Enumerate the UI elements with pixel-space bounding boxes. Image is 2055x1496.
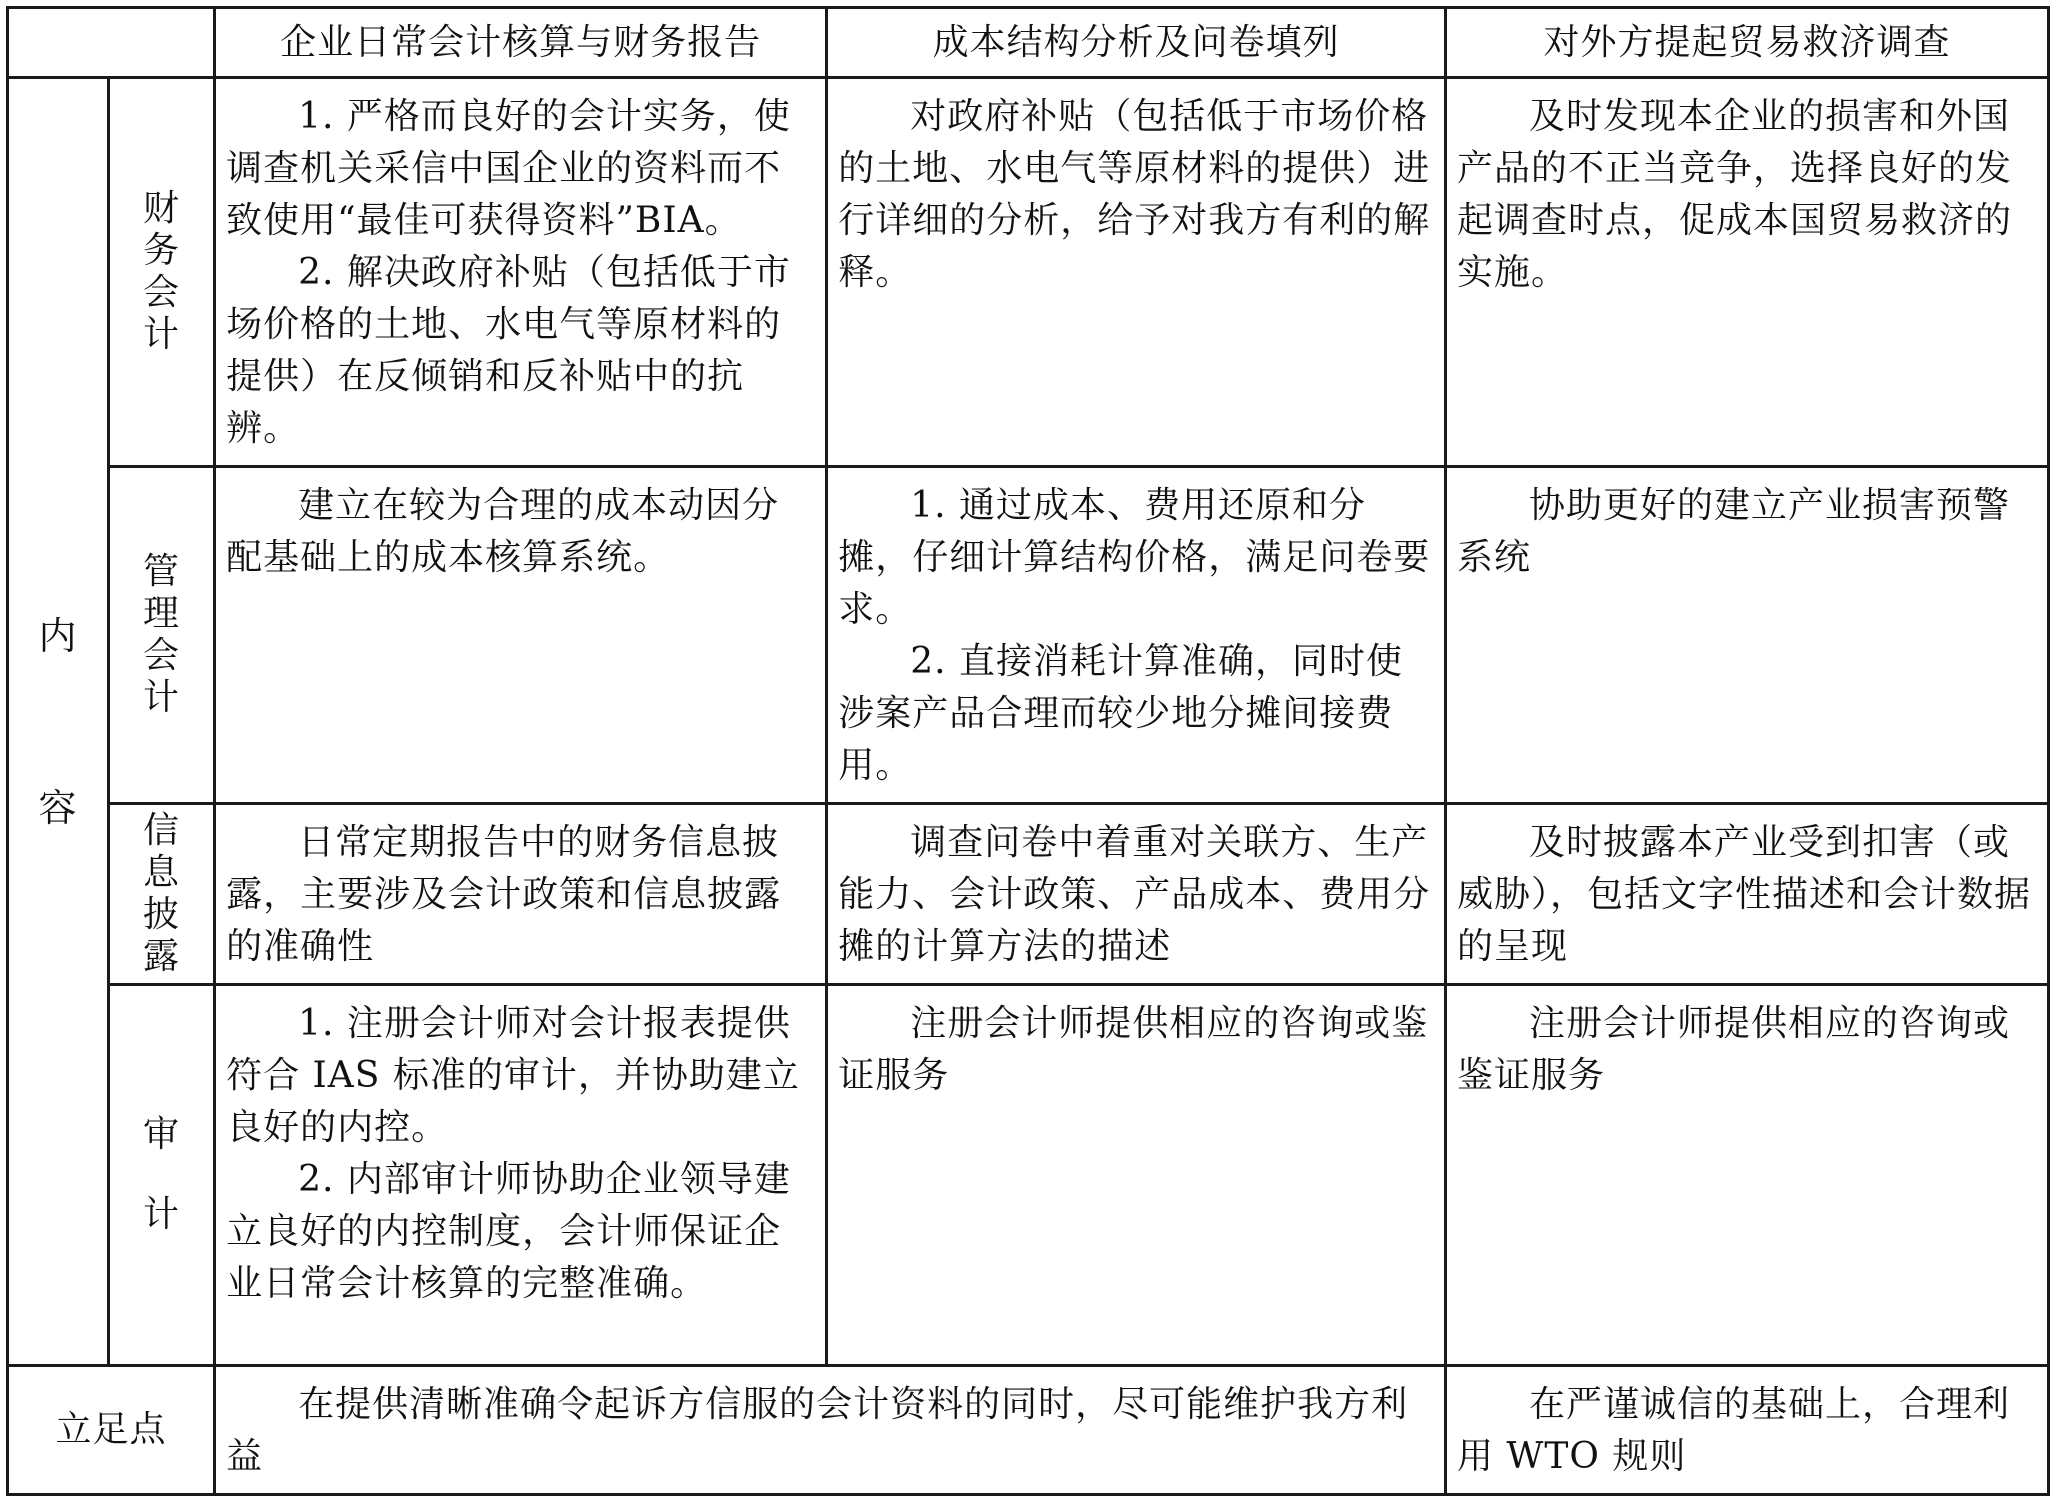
row-label-cell (108, 467, 214, 804)
paragraph: 日常定期报告中的财务信息披露，主要涉及会计政策和信息披露的准确性 (226, 822, 782, 967)
paragraph: 对政府补贴（包括低于市场价格的土地、水电气等原材料的提供）进行详细的分析，给予对我方有利的解释。 (838, 96, 1431, 293)
paragraph: 2. 内部审计师协助企业领导建立良好的内控制度，会计师保证企业日常会计核算的完整准确。 (226, 1159, 791, 1304)
row-label-cell (108, 985, 214, 1366)
row-label-cell (108, 78, 214, 467)
paragraph: 注册会计师提供相应的咨询或鉴证服务 (838, 1003, 1429, 1096)
header-cell: 对外方提起贸易救济调查 (1445, 8, 2048, 78)
paragraph: 及时披露本产业受到扣害（或威胁），包括文字性描述和会计数据的呈现 (1456, 822, 2031, 967)
table-row (8, 467, 2049, 804)
paragraph: 1. 严格而良好的会计实务，使调查机关采信中国企业的资料而不致使用“最佳可获得资料”BIA。 (226, 96, 791, 241)
content-cell (827, 467, 1446, 804)
content-cell (1445, 78, 2048, 467)
outer-label-char: 容 (38, 785, 78, 830)
content-cell (827, 985, 1446, 1366)
paragraph: 1. 注册会计师对会计报表提供符合 IAS 标准的审计，并协助建立良好的内控。 (226, 1003, 800, 1148)
footer-label-cell: 立足点 (8, 1366, 215, 1495)
table-row (8, 804, 2049, 985)
paragraph: 在提供清晰准确令起诉方信服的会计资料的同时，尽可能维护我方利益 (226, 1384, 1409, 1477)
paragraph: 协助更好的建立产业损害预警系统 (1456, 485, 2010, 578)
content-cell (215, 985, 827, 1366)
content-cell (1445, 804, 2048, 985)
table-row (8, 78, 2049, 467)
content-cell (827, 804, 1446, 985)
content-cell (827, 78, 1446, 467)
paragraph: 1. 通过成本、费用还原和分摊，仔细计算结构价格，满足问卷要求。 (838, 485, 1431, 630)
corner-cell (8, 8, 215, 78)
header-cell: 企业日常会计核算与财务报告 (215, 8, 827, 78)
paragraph: 调查问卷中着重对关联方、生产能力、会计政策、产品成本、费用分摊的计算方法的描述 (838, 822, 1431, 967)
comparison-table (6, 6, 2050, 1496)
table-row (8, 985, 2049, 1366)
header-row (8, 8, 2049, 78)
row-label-cell (108, 804, 214, 985)
row-label: 财务会计 (142, 188, 180, 355)
paragraph: 及时发现本企业的损害和外国产品的不正当竞争，选择良好的发起调查时点，促成本国贸易救济的实施。 (1456, 96, 2012, 293)
footer-merged-cell (215, 1366, 1446, 1495)
row-label: 审计 (142, 1114, 180, 1235)
footer-row (8, 1366, 2049, 1495)
row-label: 信息披露 (142, 810, 180, 977)
paragraph: 建立在较为合理的成本动因分配基础上的成本核算系统。 (226, 485, 780, 578)
content-cell (1445, 985, 2048, 1366)
content-cell (215, 467, 827, 804)
paragraph: 2. 直接消耗计算准确，同时使涉案产品合理而较少地分摊间接费用。 (838, 641, 1404, 786)
outer-label-char: 内 (38, 613, 78, 658)
content-cell (215, 804, 827, 985)
content-cell (1445, 467, 2048, 804)
content-cell (215, 78, 827, 467)
header-cell: 成本结构分析及问卷填列 (827, 8, 1446, 78)
paragraph: 2. 解决政府补贴（包括低于市场价格的土地、水电气等原材料的提供）在反倾销和反补贴中的抗辨。 (226, 252, 791, 449)
row-label: 管理会计 (142, 551, 180, 718)
footer-right-cell (1445, 1366, 2048, 1495)
paragraph: 在严谨诚信的基础上，合理利用 WTO 规则 (1456, 1384, 2010, 1477)
paragraph: 注册会计师提供相应的咨询或鉴证服务 (1456, 1003, 2010, 1096)
outer-label-cell (8, 78, 109, 1366)
